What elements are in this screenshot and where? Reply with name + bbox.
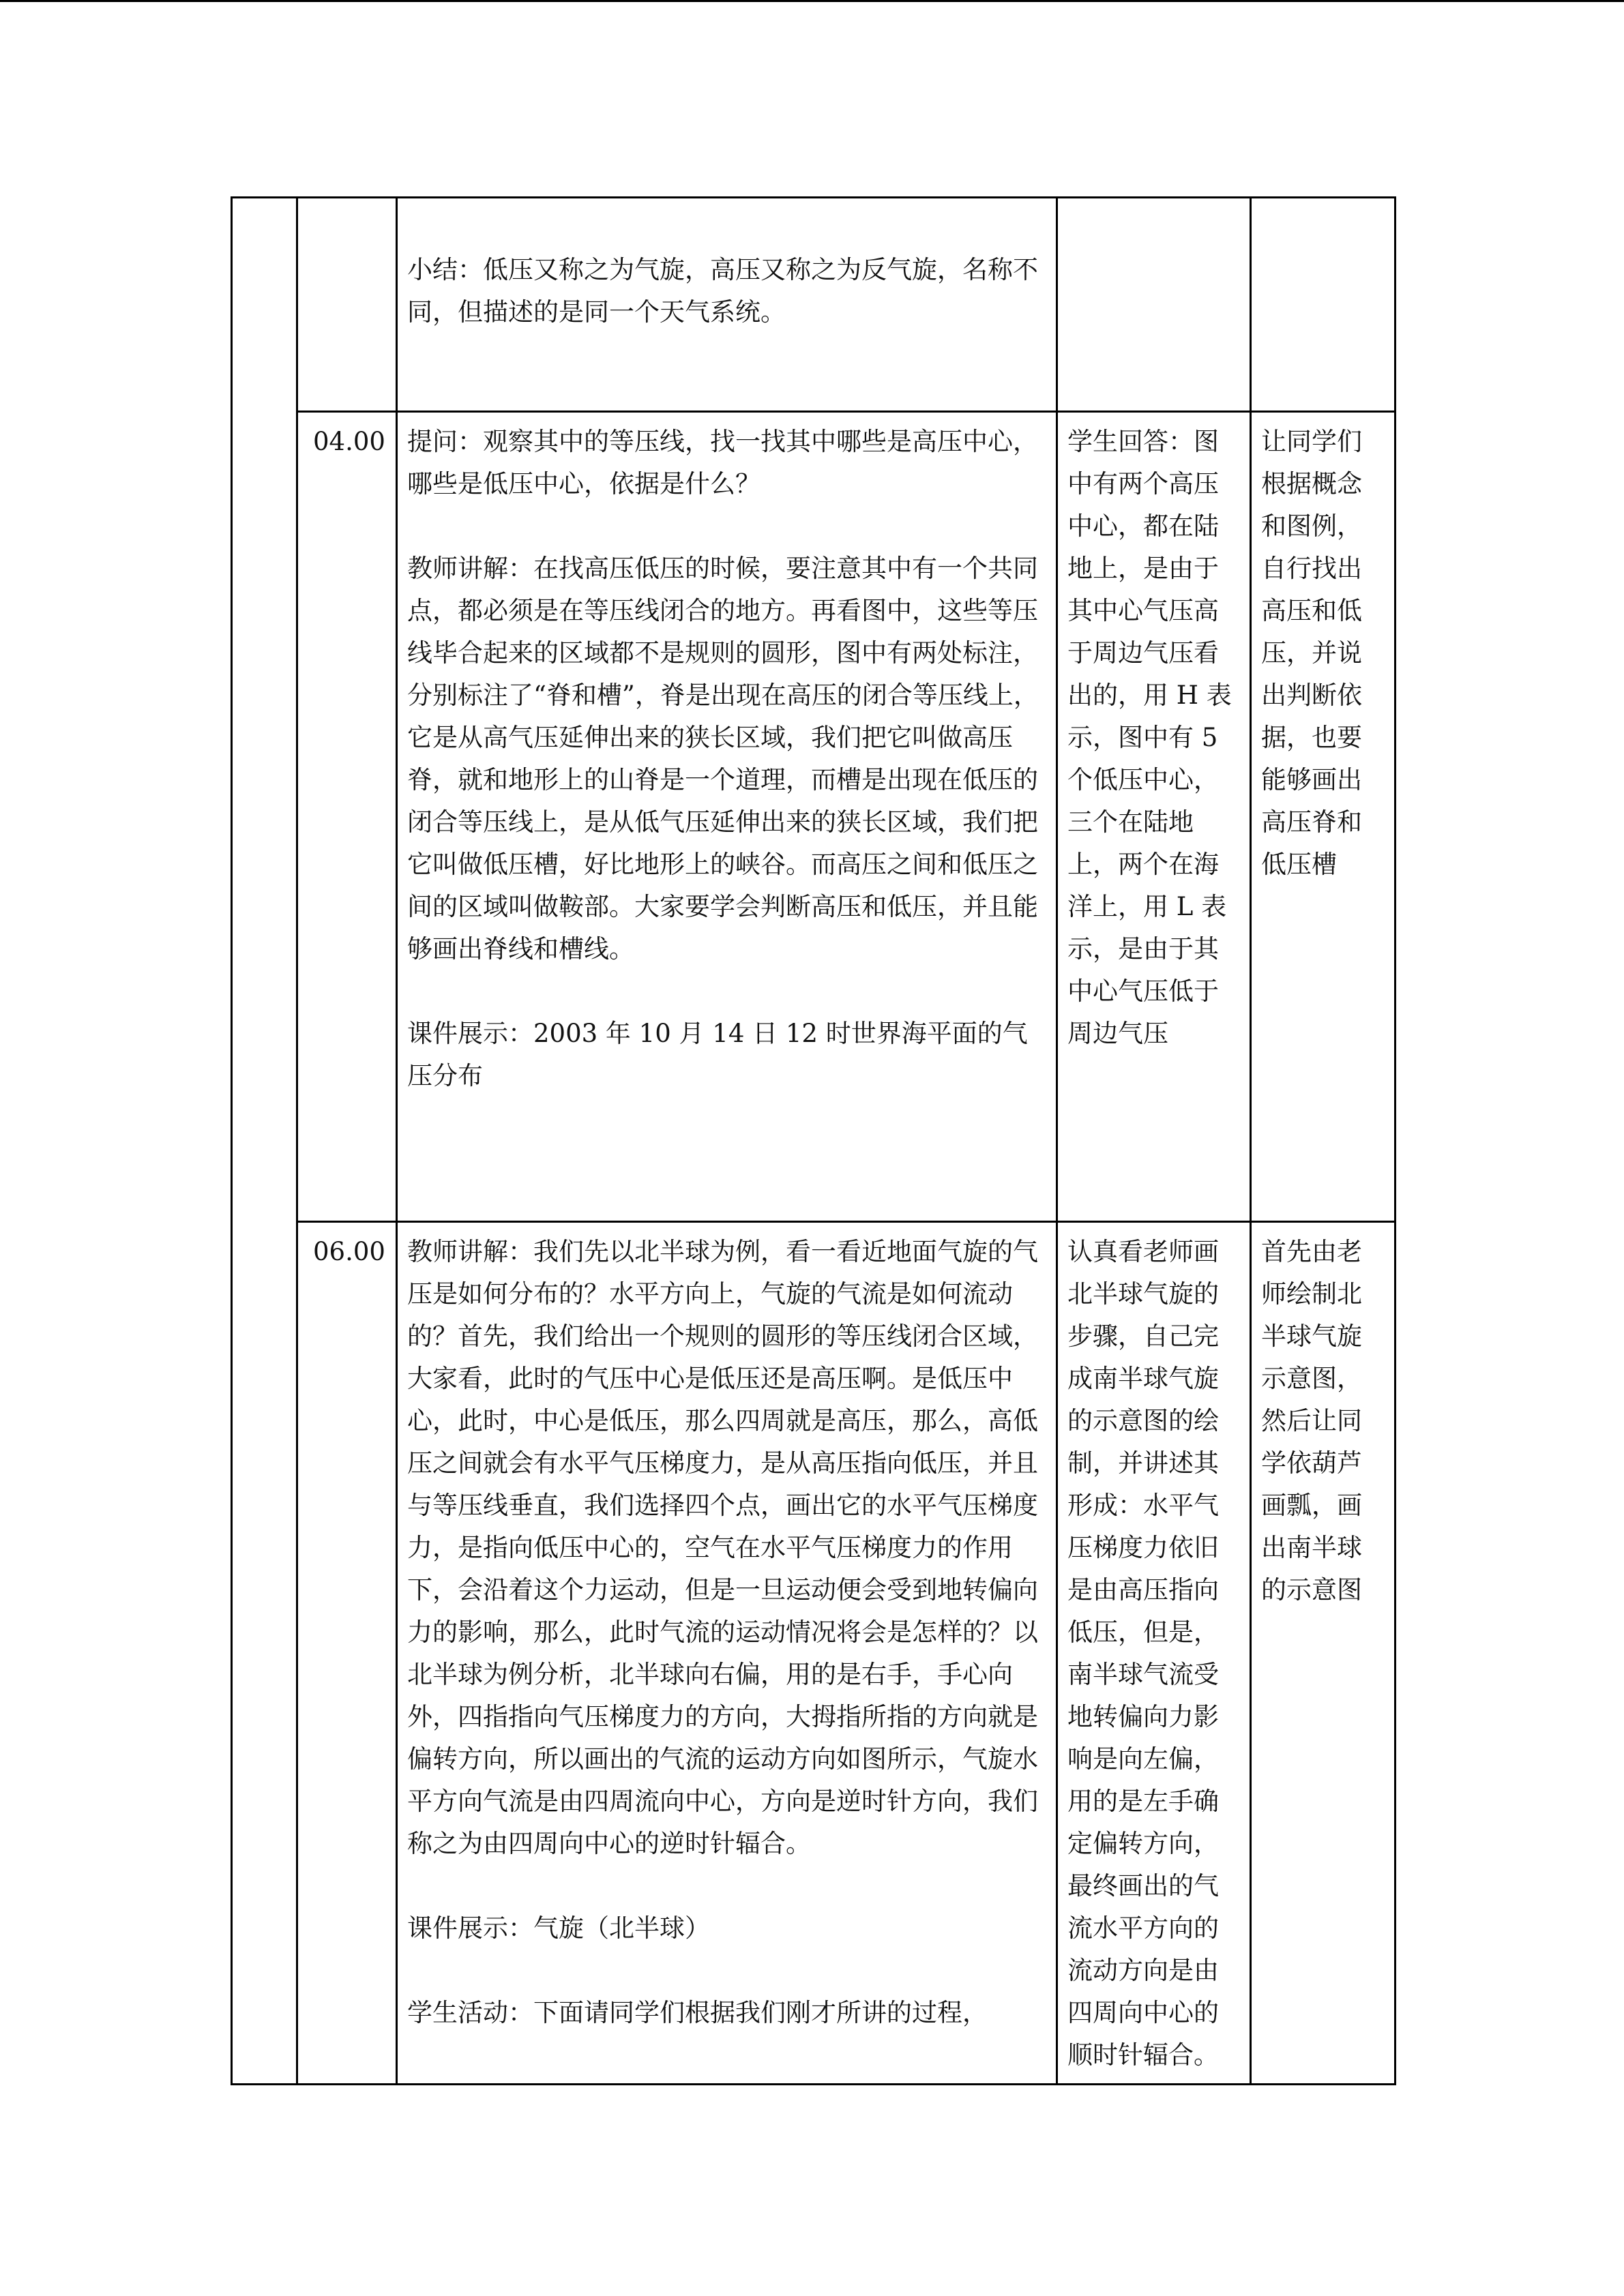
student-activity-cell: 认真看老师画北半球气旋的步骤，自己完成南半球气旋的示意图的绘制，并讲述其形成：水平气压梯度力依旧是由高压指向低压，但是，南半球气流受地转偏向力影响是向左偏，用的是左手确定偏转方向，最终画出的气流水平方向的流动方向是由四周向中心的顺时针辐合。 [1057,1222,1251,2085]
design-intent-cell: 让同学们根据概念和图例，自行找出高压和低压，并说出判断依据，也要能够画出高压脊和低压槽 [1251,412,1396,1222]
lesson-plan-table [231,196,1396,2085]
time-cell: 04.00 [297,412,397,1222]
table-row [232,1222,1396,2085]
design-intent-cell [1251,198,1396,412]
table-row [232,198,1396,412]
teacher-paragraph: 小结：低压又称之为气旋，高压又称之为反气旋，名称不同，但描述的是同一个天气系统。 [407,255,1038,327]
teacher-paragraph: 教师讲解：我们先以北半球为例，看一看近地面气旋的气压是如何分布的？水平方向上，气旋的气流是如何流动的？首先，我们给出一个规则的圆形的等压线闭合区域，大家看，此时的气压中心是低压还是高压啊。是低压中心，此时，中心是低压，那么四周就是高压，那么，高低压之间就会有水平气压梯度力，是从高压指向低压，并且与等压线垂直，我们选择四个点，画出它的水平气压梯度力，是指向低压中心的，空气在水平气压梯度力的作用下，会沿着这个力运动，但是一旦运动便会受到地转偏向力的影响，那么，此时气流的运动情况将会是怎样的？以北半球为例分析，北半球向右偏，用的是右手，手心向外，四指指向气压梯度力的方向，大拇指所指的方向就是偏转方向，所以画出的气流的运动方向如图所示，气旋水平方向气流是由四周流向中心，方向是逆时针方向，我们称之为由四周向中心的逆时针辐合。 [407,1237,1038,1858]
teacher-paragraph: 教师讲解：在找高压低压的时候，要注意其中有一个共同点，都必须是在等压线闭合的地方。再看图中，这些等压线毕合起来的区域都不是规则的圆形，图中有两处标注，分别标注了“脊和槽”，脊是出现在高压的闭合等压线上，它是从高气压延伸出来的狭长区域，我们把它叫做高压脊，就和地形上的山脊是一个道理，而槽是出现在低压的闭合等压线上，是从低气压延伸出来的狭长区域，我们把它叫做低压槽，好比地形上的峡谷。而高压之间和低压之间的区域叫做鞍部。大家要学会判断高压和低压，并且能够画出脊线和槽线。 [407,554,1039,964]
time-cell: 06.00 [297,1222,397,2085]
teacher-paragraph: 学生活动：下面请同学们根据我们刚才所讲的过程， [407,1998,988,2027]
teacher-paragraph: 课件展示：2003 年 10 月 14 日 12 时世界海平面的气压分布 [407,1019,1028,1090]
design-intent-cell: 首先由老师绘制北半球气旋示意图，然后让同学依葫芦画瓢，画出南半球的示意图 [1251,1222,1396,2085]
table-row [232,412,1396,1222]
stage-cell [232,198,297,2085]
teacher-paragraph: 提问：观察其中的等压线，找一找其中哪些是高压中心，哪些是低压中心，依据是什么？ [407,427,1038,498]
page-top-rule [0,0,1624,2]
teacher-activity-cell [397,412,1057,1222]
student-activity-cell: 学生回答：图中有两个高压中心，都在陆地上，是由于其中心气压高于周边气压看出的，用 H 表示，图中有 5 个低压中心，三个在陆地上，两个在海洋上，用 L 表示，是由于其中心气压低于周边气压 [1057,412,1251,1222]
teacher-paragraph: 课件展示：气旋（北半球） [407,1913,710,1943]
student-activity-cell [1057,198,1251,412]
teacher-activity-cell [397,198,1057,412]
teacher-activity-cell [397,1222,1057,2085]
time-cell [297,198,397,412]
